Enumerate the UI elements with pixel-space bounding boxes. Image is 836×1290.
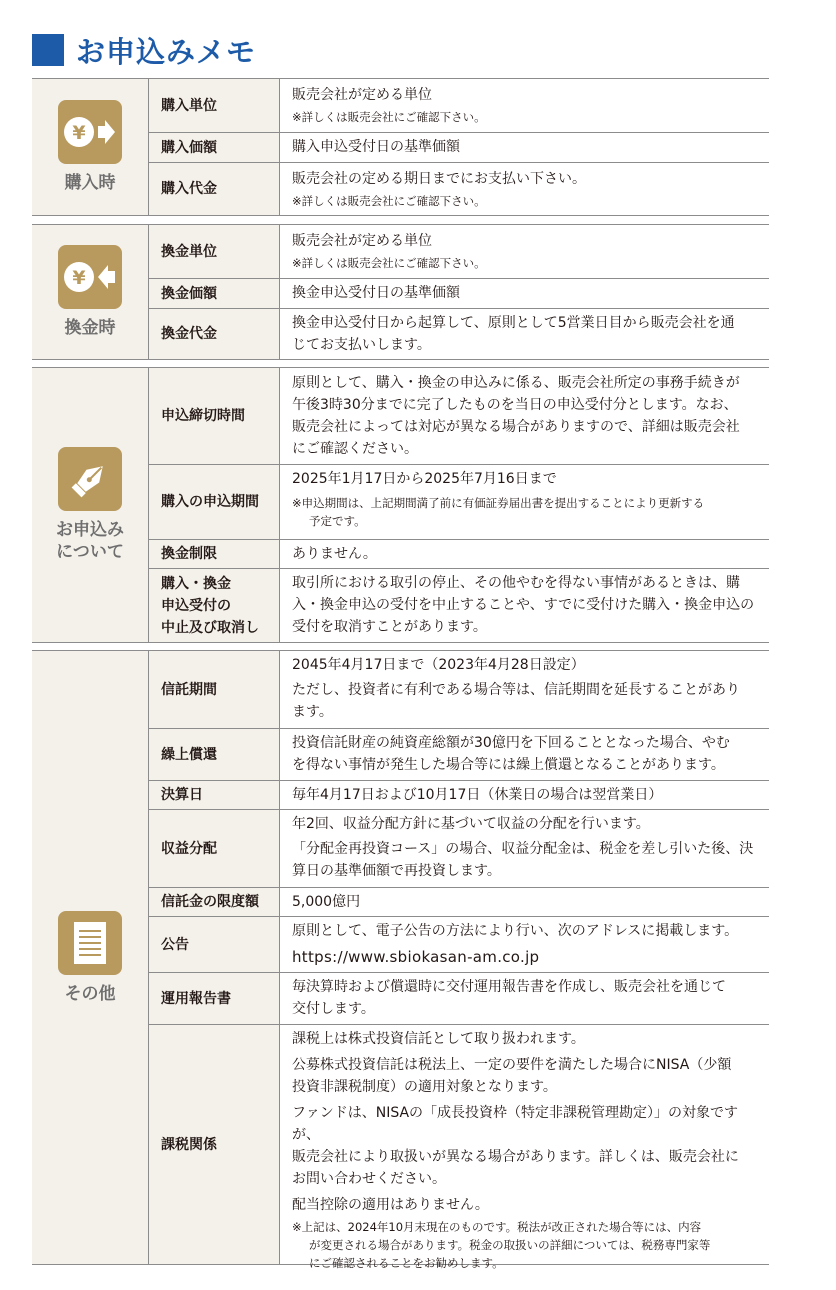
row-value: 購入申込受付日の基準価額 <box>292 139 460 155</box>
title-square-marker <box>32 34 64 66</box>
row-purchase-price <box>149 133 769 163</box>
document-icon <box>58 911 122 975</box>
row-taxation <box>149 1025 769 1270</box>
row-label: 購入価額 <box>149 133 280 162</box>
row-value: ファンドは、NISAの「成長投資枠（特定非課税管理勘定）」の対象ですが、 <box>292 1105 739 1143</box>
row-redemption-unit <box>149 225 769 279</box>
category-application <box>32 368 149 642</box>
row-label: 信託期間 <box>149 651 280 728</box>
row-label: 公告 <box>149 917 280 972</box>
row-label: 換金代金 <box>149 309 280 359</box>
row-redemption-limit <box>149 540 769 569</box>
row-label: 収益分配 <box>149 810 280 887</box>
row-value: お問い合わせください。 <box>292 1171 446 1187</box>
row-value: 2045年4月17日まで（2023年4月28日設定） <box>292 657 585 673</box>
row-value: 換金申込受付日の基準価額 <box>292 285 460 301</box>
row-label: 換金単位 <box>149 225 280 278</box>
row-label: 換金価額 <box>149 279 280 308</box>
category-label: 換金時 <box>64 318 116 338</box>
row-value: 2025年1月17日から2025年7月16日まで <box>292 471 557 487</box>
svg-text:¥: ¥ <box>72 267 86 289</box>
row-label: 信託金の限度額 <box>149 888 280 916</box>
row-value: 交付します。 <box>292 1001 375 1017</box>
section-other <box>32 650 769 1270</box>
row-cutoff-time <box>149 368 769 465</box>
category-label: その他 <box>64 983 116 1004</box>
row-note: ※詳しくは販売会社にご確認下さい。 <box>292 194 486 208</box>
row-value: 換金申込受付日から起算して、原則として5営業日目から販売会社を通 <box>292 315 735 331</box>
row-value: 投資非課税制度）の適用対象となります。 <box>292 1079 557 1095</box>
row-label: 決算日 <box>149 781 280 809</box>
row-value: 受付を取消すことがあります。 <box>292 619 487 635</box>
row-note: ※申込期間は、上記期間満了前に有価証券届出書を提出することにより更新する 予定です。 <box>292 496 705 528</box>
row-value: 5,000億円 <box>292 894 361 910</box>
row-settlement-date <box>149 781 769 810</box>
row-label: 繰上償還 <box>149 729 280 780</box>
row-early-redemption <box>149 729 769 781</box>
row-value: を得ない事情が発生した場合等には繰上償還となることがあります。 <box>292 757 725 773</box>
row-purchase-unit <box>149 79 769 133</box>
row-value: 毎年4月17日および10月17日（休業日の場合は翌営業日） <box>292 787 663 803</box>
row-redemption-price <box>149 279 769 309</box>
category-other <box>32 651 149 1264</box>
row-purchase-payment <box>149 163 769 215</box>
svg-text:¥: ¥ <box>72 122 86 144</box>
row-value: ます。 <box>292 704 333 720</box>
row-value: 入・換金申込の受付を中止することや、すでに受付けた購入・換金申込の <box>292 597 755 613</box>
row-redemption-payment <box>149 309 769 359</box>
row-value: ただし、投資者に有利である場合等は、信託期間を延長することがあり <box>292 682 740 698</box>
row-label: 購入・換金 申込受付の 中止及び取消し <box>149 569 280 642</box>
yen-arrow-right-icon <box>58 100 122 164</box>
row-value: 販売会社により取扱いが異なる場合があります。詳しくは、販売会社に <box>292 1149 739 1165</box>
row-value: 公募株式投資信託は税法上、一定の要件を満たした場合にNISA（少額 <box>292 1057 732 1073</box>
row-label: 運用報告書 <box>149 973 280 1024</box>
section-purchase <box>32 78 769 216</box>
row-value: 販売会社の定める期日までにお支払い下さい。 <box>292 171 586 187</box>
row-suspension <box>149 569 769 642</box>
row-value: 取引所における取引の停止、その他やむを得ない事情があるときは、購 <box>292 575 740 591</box>
row-value: じてお支払いします。 <box>292 337 431 353</box>
row-label: 換金制限 <box>149 540 280 568</box>
row-label: 購入単位 <box>149 79 280 132</box>
row-value: にご確認ください。 <box>292 441 418 457</box>
row-value: 毎決算時および償還時に交付運用報告書を作成し、販売会社を通じて <box>292 979 726 995</box>
category-label: 購入時 <box>64 173 116 193</box>
row-value: 販売会社が定める単位 <box>292 233 432 249</box>
row-value: 年2回、収益分配方針に基づいて収益の分配を行います。 <box>292 816 650 832</box>
row-label: 購入の申込期間 <box>149 465 280 539</box>
row-trust-period <box>149 651 769 729</box>
category-redemption <box>32 225 149 359</box>
row-value: 午後3時30分までに完了したものを当日の申込受付分とします。なお、 <box>292 397 738 413</box>
row-note: ※上記は、2024年10月末現在のものです。税法が改正された場合等には、内容 が変更される場合があります。税金の取扱いの詳細については、税務専門家等 にご確認されることをお勧めします。 <box>292 1220 711 1270</box>
notice-url-link[interactable]: https://www.sbiokasan-am.co.jp <box>292 948 540 966</box>
yen-arrow-left-icon <box>58 245 122 309</box>
row-value: 原則として、電子公告の方法により行い、次のアドレスに掲載します。 <box>292 923 739 939</box>
row-application-period <box>149 465 769 540</box>
category-label: お申込み について <box>56 520 124 562</box>
row-note: ※詳しくは販売会社にご確認下さい。 <box>292 110 486 124</box>
row-value: 算日の基準価額で再投資します。 <box>292 863 501 879</box>
row-label: 申込締切時間 <box>149 368 280 464</box>
page-title: お申込みメモ <box>76 34 257 69</box>
category-purchase <box>32 79 149 215</box>
row-note: ※詳しくは販売会社にご確認下さい。 <box>292 256 486 270</box>
row-trust-limit <box>149 888 769 917</box>
row-value: 投資信託財産の純資産総額が30億円を下回ることとなった場合、やむ <box>292 735 730 751</box>
row-label: 課税関係 <box>149 1025 280 1264</box>
fountain-pen-icon <box>58 447 122 511</box>
row-value: 「分配金再投資コース」の場合、収益分配金は、税金を差し引いた後、決 <box>292 841 754 857</box>
row-management-report <box>149 973 769 1025</box>
row-value: 課税上は株式投資信託として取り扱われます。 <box>292 1031 585 1047</box>
page-title-block <box>32 30 256 70</box>
row-label: 購入代金 <box>149 163 280 215</box>
row-distribution <box>149 810 769 888</box>
section-application <box>32 367 769 643</box>
row-public-notice <box>149 917 769 973</box>
row-value: ありません。 <box>292 546 377 562</box>
row-value: 販売会社が定める単位 <box>292 87 432 103</box>
row-value: 配当控除の適用はありません。 <box>292 1197 489 1213</box>
row-value: 原則として、購入・換金の申込みに係る、販売会社所定の事務手続きが <box>292 375 740 391</box>
row-value: 販売会社によっては対応が異なる場合がありますので、詳細は販売会社 <box>292 419 740 435</box>
section-redemption <box>32 224 769 360</box>
